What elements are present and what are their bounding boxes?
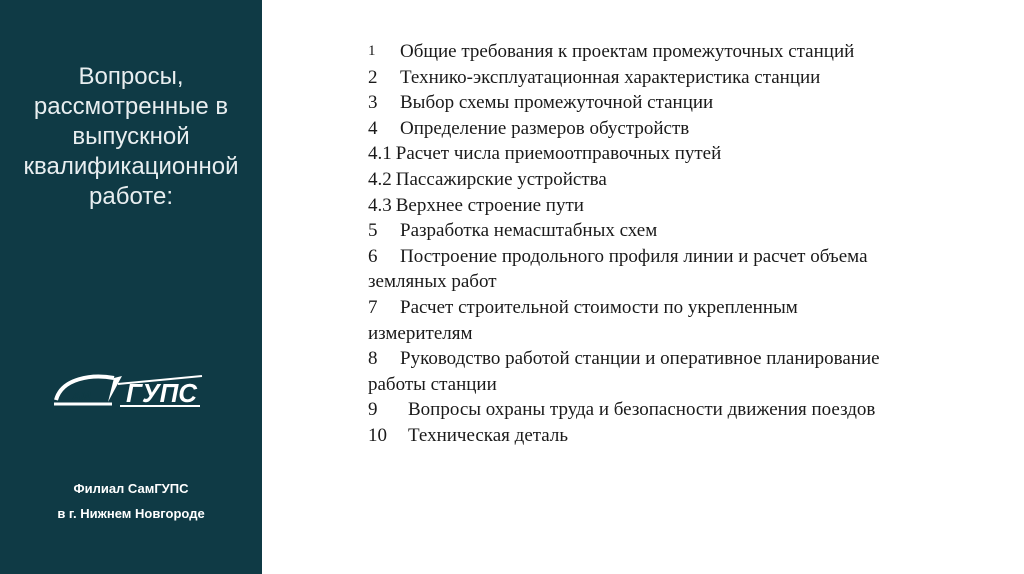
item-number: 8 <box>368 348 378 370</box>
item-number: 5 <box>368 220 378 242</box>
item-number: 4.3 <box>368 194 392 216</box>
svg-text:АМ: АМ <box>72 389 91 403</box>
item-number: 9 <box>368 399 378 421</box>
branch-label <box>0 476 262 526</box>
list-item <box>368 346 888 397</box>
list-item <box>368 141 888 167</box>
svg-text:ГУПС: ГУПС <box>126 378 198 408</box>
list-item <box>368 65 888 91</box>
item-text: Вопросы охраны труда и безопасности движения поездов <box>408 399 876 421</box>
list-item <box>368 244 888 295</box>
item-text: Верхнее строение пути <box>395 194 584 216</box>
item-number: 4 <box>368 117 378 139</box>
item-number: 1 <box>368 43 376 59</box>
item-number: 3 <box>368 92 378 114</box>
item-text: Пассажирские устройства <box>395 168 607 190</box>
item-number: 4.1 <box>368 143 392 165</box>
list-item <box>368 423 888 449</box>
item-text: Руководство работой станции и оперативное планирование работы станции <box>368 348 880 395</box>
branch-line-2: в г. Нижнем Новгороде <box>57 506 205 521</box>
item-text: Технико-эксплуатационная характеристика станции <box>400 66 821 88</box>
sidebar-title: Вопросы, рассмотренные в выпускной квалификационной работе: <box>23 63 239 210</box>
sidebar <box>0 0 262 574</box>
list-item <box>368 218 888 244</box>
item-number: 6 <box>368 245 378 267</box>
list-item <box>368 397 888 423</box>
list-item <box>368 167 888 193</box>
topics-list <box>368 39 888 449</box>
item-text: Общие требования к проектам промежуточных станций <box>400 41 855 62</box>
list-item <box>368 193 888 219</box>
list-item <box>368 116 888 142</box>
item-number: 7 <box>368 296 378 318</box>
item-text: Разработка немасштабных схем <box>400 220 658 242</box>
item-number: 4.2 <box>368 168 392 190</box>
item-text: Техническая деталь <box>408 424 569 446</box>
list-item <box>368 90 888 116</box>
item-text: Выбор схемы промежуточной станции <box>400 92 714 114</box>
item-text: Определение размеров обустройств <box>400 117 690 139</box>
item-text: Построение продольного профиля линии и расчет объема земляных работ <box>368 245 868 293</box>
samgups-logo-icon <box>52 370 206 410</box>
item-number: 10 <box>368 424 387 446</box>
item-number: 2 <box>368 66 378 88</box>
samgups-logo <box>52 370 206 410</box>
item-text: Расчет числа приемоотправочных путей <box>395 143 722 165</box>
branch-line-1: Филиал СамГУПС <box>73 481 189 496</box>
list-item <box>368 295 888 346</box>
list-item <box>368 39 888 65</box>
item-text: Расчет строительной стоимости по укрепленным измерителям <box>368 296 798 344</box>
